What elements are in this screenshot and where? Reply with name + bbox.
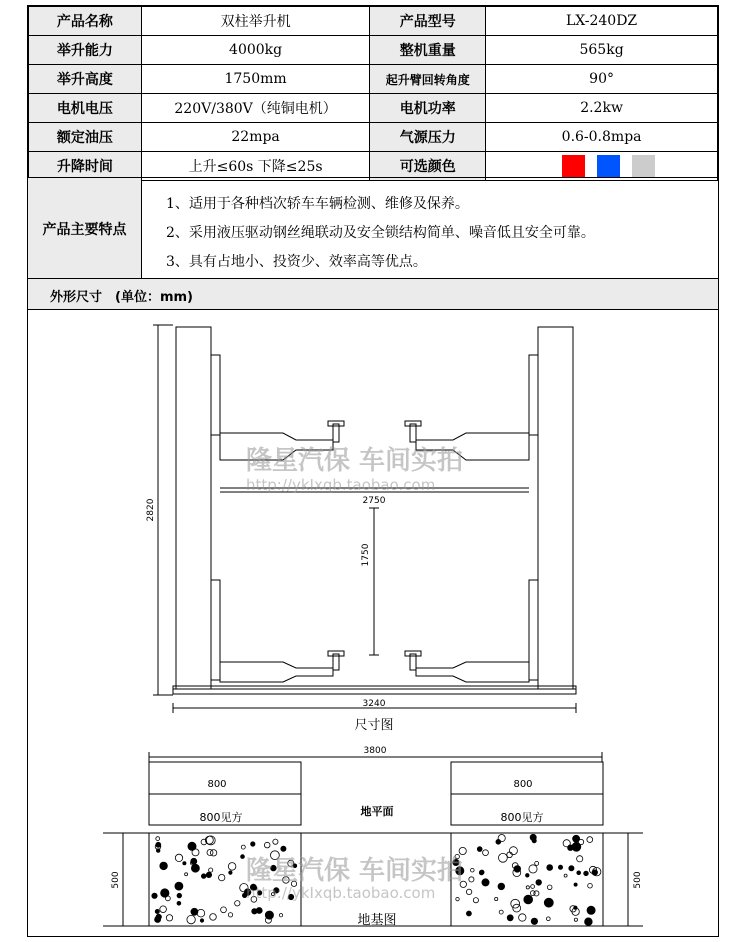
dim-width-inner: 2750 — [362, 496, 386, 506]
gravel-dot — [495, 897, 498, 900]
gravel-dot — [531, 918, 537, 924]
gravel-dot — [499, 910, 503, 914]
gravel-dot — [534, 891, 539, 896]
gravel-dot — [456, 897, 459, 900]
spec-value: 565kg — [486, 36, 718, 65]
spec-label: 额定油压 — [29, 123, 142, 152]
lift-drawing-svg — [28, 310, 718, 936]
spec-table — [28, 6, 718, 181]
gravel-dot — [529, 865, 537, 873]
feature-item: 1、适用于各种档次轿车车辆检测、维修及保养。 — [166, 196, 469, 212]
gravel-dot — [177, 901, 181, 905]
spec-label: 可选颜色 — [370, 152, 486, 181]
spec-value: 0.6-0.8mpa — [486, 123, 718, 152]
gravel-dot — [241, 845, 245, 849]
dim-height-total: 2820 — [146, 498, 156, 522]
gravel-dot — [524, 895, 533, 904]
foundation-caption: 地基图 — [357, 913, 397, 928]
gravel-dot — [507, 915, 513, 921]
gravel-dot — [161, 889, 169, 897]
watermark-text: 隆星汽保 车间实拍 — [246, 856, 464, 886]
gravel-dot — [235, 901, 240, 906]
spec-value: 4000kg — [141, 36, 370, 65]
feature-item: 2、采用液压驱动钢丝绳联动及安全锁结构简单、噪音低且安全可靠。 — [166, 225, 595, 241]
pad-right-square: 800见方 — [500, 811, 544, 824]
gravel-dot — [160, 862, 168, 870]
gravel-dot — [584, 871, 589, 876]
gravel-dot — [273, 839, 278, 844]
spec-value: 2.2kw — [486, 94, 718, 123]
pad-left-square: 800见方 — [199, 811, 243, 824]
gravel-dot — [483, 850, 489, 856]
dimensions-title: 外形尺寸 (单位：mm) — [50, 290, 193, 305]
spec-label: 举升能力 — [29, 36, 142, 65]
pad-right-width: 800 — [513, 779, 533, 790]
gravel-dot — [175, 882, 183, 890]
gravel-dot — [160, 906, 167, 913]
gravel-dot — [514, 866, 521, 873]
spec-label: 产品名称 — [29, 7, 142, 36]
spec-value: 上升≤60s 下降≤25s — [141, 152, 370, 181]
gravel-dot — [228, 863, 236, 871]
gravel-dot — [177, 893, 182, 898]
gravel-dot — [577, 856, 583, 862]
color-swatch-blue[interactable] — [597, 155, 620, 178]
gravel-dot — [152, 893, 157, 898]
dim-depth-right: 500 — [633, 871, 643, 889]
front-elevation — [146, 325, 576, 733]
spec-value: 双柱举升机 — [141, 7, 370, 36]
gravel-dot — [526, 886, 529, 889]
gravel-dot — [558, 865, 562, 869]
gravel-dot — [473, 898, 478, 903]
color-swatch-gray[interactable] — [632, 155, 655, 178]
gravel-dot — [547, 865, 553, 871]
spec-value: 22mpa — [141, 123, 370, 152]
pad-left-width: 800 — [207, 779, 227, 790]
gravel-dot — [251, 842, 255, 846]
gravel-dot — [482, 879, 489, 886]
dimension-drawings — [28, 310, 718, 936]
gravel-dot — [201, 874, 206, 879]
gravel-dot — [197, 909, 205, 917]
spec-row — [29, 123, 718, 152]
spec-label: 气源压力 — [370, 123, 486, 152]
gravel-dot — [188, 842, 196, 850]
gravel-dot — [166, 915, 172, 921]
gravel-dot — [587, 906, 595, 914]
gravel-dot — [200, 919, 203, 922]
spec-value: 220V/380V（纯铜电机） — [141, 94, 370, 123]
spec-label: 举升高度 — [29, 65, 142, 94]
gravel-dot — [279, 914, 282, 917]
dim-foundation-width: 3800 — [363, 746, 387, 756]
gravel-dot — [498, 883, 505, 890]
gravel-dot — [210, 914, 217, 921]
gravel-dot — [219, 874, 225, 880]
gravel-dot — [574, 883, 577, 886]
gravel-dot — [241, 855, 245, 859]
gravel-dot — [252, 909, 257, 914]
spec-label: 整机重量 — [370, 36, 486, 65]
gravel-dot — [585, 918, 593, 926]
gravel-dot — [471, 868, 475, 872]
spec-value: 90° — [486, 65, 718, 94]
gravel-dot — [156, 849, 160, 853]
spec-label: 起升臂回转角度 — [370, 65, 486, 94]
concrete-fill-right — [453, 834, 601, 925]
ground-level-label: 地平面 — [360, 805, 394, 818]
spec-row — [29, 94, 718, 123]
gravel-dot — [155, 917, 161, 923]
gravel-dot — [564, 874, 567, 877]
gravel-dot — [156, 842, 161, 847]
features-label: 产品主要特点 — [28, 178, 142, 279]
gravel-dot — [531, 885, 535, 889]
gravel-dot — [572, 842, 581, 851]
feature-item: 3、具有占地小、投资少、效率高等优点。 — [166, 254, 427, 270]
gravel-dot — [573, 835, 580, 842]
gravel-dot — [569, 866, 574, 871]
gravel-dot — [587, 837, 593, 843]
gravel-dot — [466, 911, 471, 916]
features-section — [28, 177, 718, 279]
dim-lift-height: 1750 — [361, 543, 371, 567]
gravel-dot — [206, 872, 211, 877]
spec-value: LX-240DZ — [486, 7, 718, 36]
gravel-dot — [264, 842, 270, 848]
features-list — [166, 190, 595, 277]
spec-row — [29, 7, 718, 36]
gravel-dot — [469, 877, 474, 882]
spec-label: 电机功率 — [370, 94, 486, 123]
gravel-dot — [499, 853, 508, 862]
color-swatch-red[interactable] — [562, 155, 585, 178]
gravel-dot — [526, 874, 530, 878]
spec-label: 产品型号 — [370, 7, 486, 36]
front-caption: 尺寸图 — [354, 718, 394, 733]
gravel-dot — [155, 909, 159, 913]
gravel-dot — [187, 915, 195, 923]
gravel-dot — [191, 864, 199, 872]
gravel-dot — [221, 907, 227, 913]
gravel-dot — [185, 873, 188, 876]
watermark-text: 隆星汽保 车间实拍 — [246, 446, 464, 476]
gravel-dot — [544, 898, 553, 907]
gravel-dot — [535, 861, 539, 865]
spec-sheet — [27, 5, 719, 937]
spec-label: 升降时间 — [29, 152, 142, 181]
spec-row — [29, 36, 718, 65]
spec-row — [29, 65, 718, 94]
gravel-dot — [536, 880, 542, 886]
gravel-dot — [175, 854, 182, 861]
gravel-dot — [479, 870, 483, 874]
gravel-dot — [519, 914, 526, 921]
gravel-dot — [496, 839, 501, 844]
watermark-url: http://ykIxqb.taobao.com — [246, 884, 436, 902]
gravel-dot — [509, 847, 517, 855]
gravel-dot — [156, 837, 160, 841]
gravel-dot — [191, 858, 197, 864]
gravel-dot — [588, 883, 593, 888]
gravel-dot — [228, 913, 232, 917]
gravel-dot — [577, 871, 581, 875]
gravel-dot — [477, 847, 482, 852]
gravel-dot — [210, 850, 216, 856]
gravel-dot — [530, 834, 536, 840]
dim-width-total: 3240 — [362, 699, 386, 709]
gravel-dot — [511, 899, 520, 908]
dimensions-header — [28, 278, 718, 310]
dim-depth-left: 500 — [111, 871, 121, 889]
gravel-dot — [183, 862, 186, 865]
gravel-dot — [546, 917, 550, 921]
spec-label: 电机电压 — [29, 94, 142, 123]
gravel-dot — [209, 868, 213, 872]
gravel-dot — [547, 885, 552, 890]
watermark-url: http://ykIxqb.taobao.com — [246, 476, 436, 494]
gravel-dot — [229, 871, 232, 874]
spec-value: 1750mm — [141, 65, 370, 94]
gravel-dot — [466, 889, 471, 894]
gravel-dot — [574, 918, 577, 921]
